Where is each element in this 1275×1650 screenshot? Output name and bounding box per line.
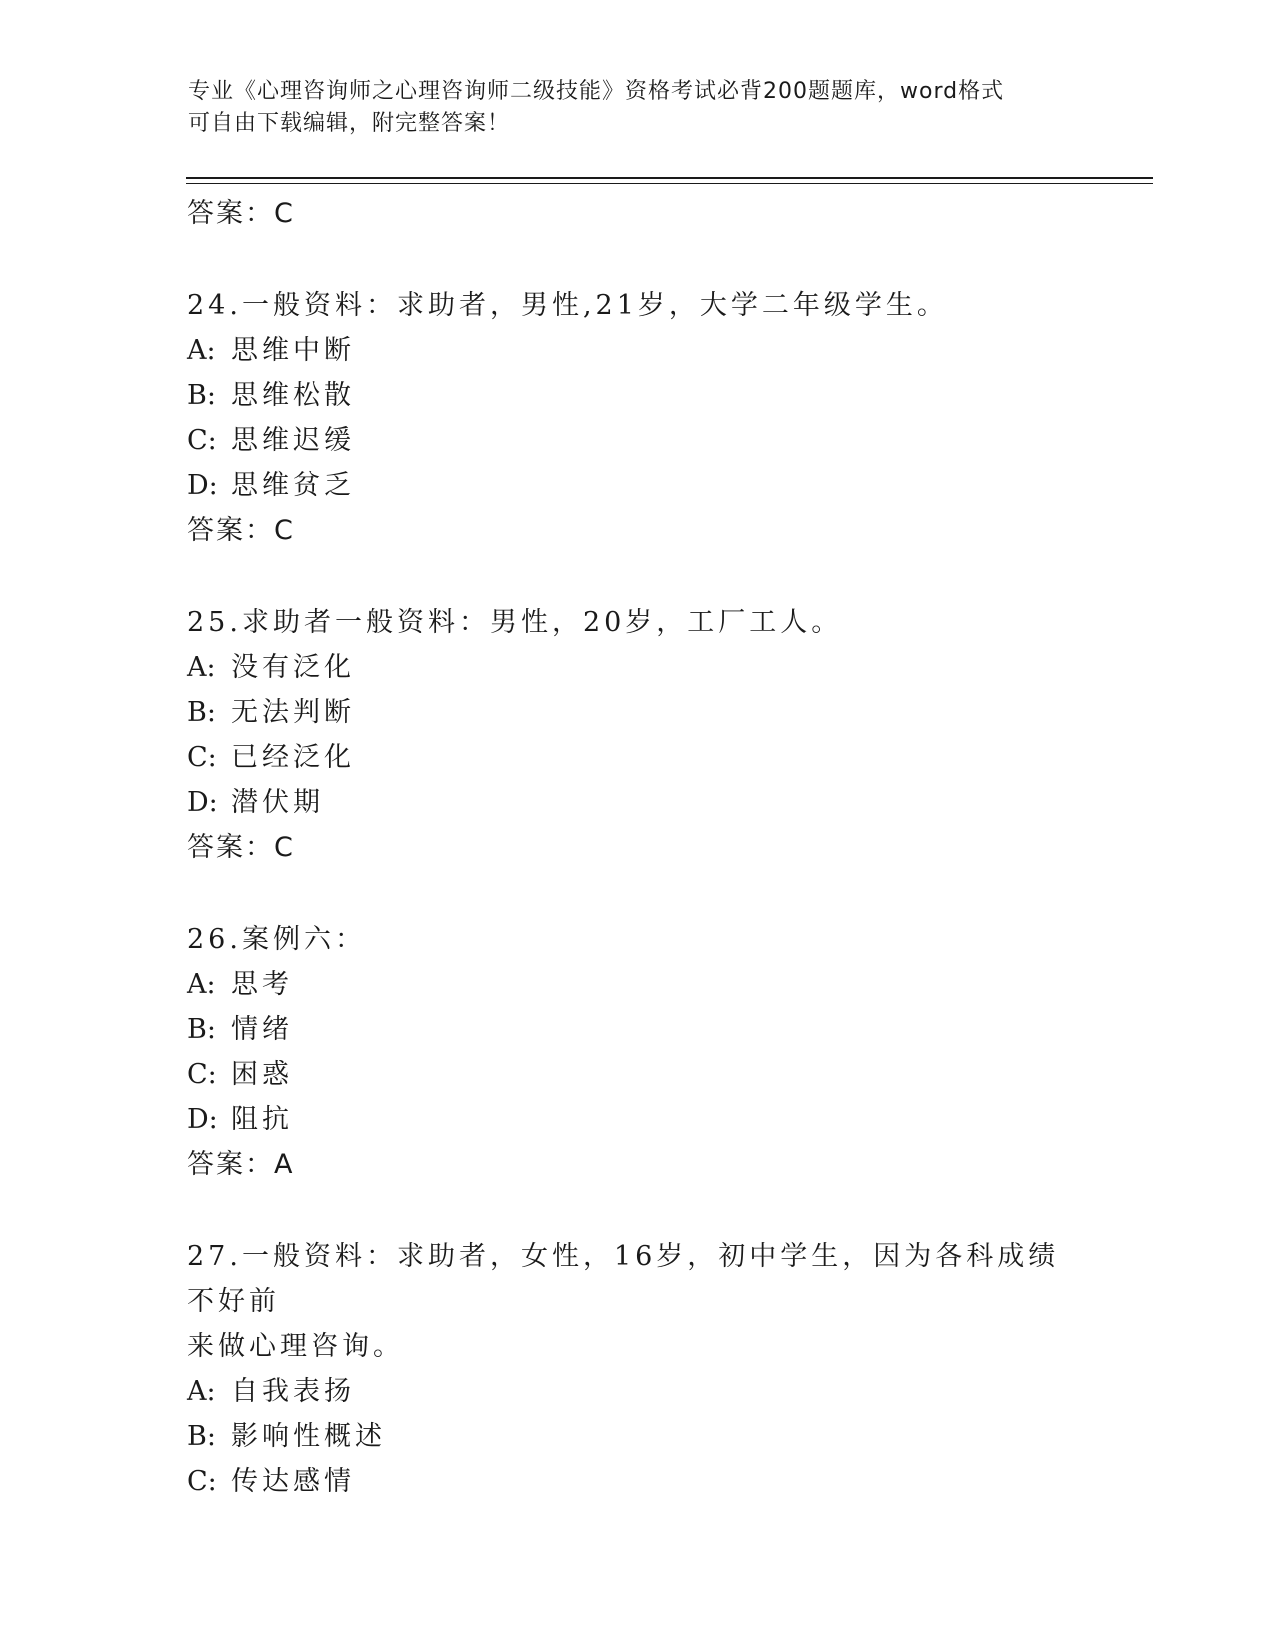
option-letter: A: (187, 969, 216, 1000)
option-a (187, 962, 1087, 1007)
option-b (187, 1007, 1087, 1052)
question-27 (187, 1234, 1087, 1504)
option-c (187, 1052, 1087, 1097)
answer: 答案：C (187, 832, 295, 863)
option-letter: B: (187, 1014, 216, 1045)
option-letter: C: (187, 1466, 217, 1497)
header-divider-thin (186, 183, 1153, 184)
option-a (187, 645, 1087, 690)
option-text: 困惑 (231, 1059, 293, 1090)
option-text: 思维贫乏 (231, 470, 355, 501)
option-letter: D: (187, 1104, 218, 1135)
answer: 答案：C (187, 515, 295, 546)
question-25 (187, 600, 1087, 870)
option-letter: B: (187, 697, 216, 728)
option-d (187, 1097, 1087, 1142)
option-text: 思考 (231, 969, 293, 1000)
option-letter: C: (187, 742, 217, 773)
option-c (187, 418, 1087, 463)
option-a (187, 328, 1087, 373)
question-stem: 24.一般资料：求助者，男性,21岁，大学二年级学生。 (187, 290, 948, 321)
question-stem (187, 1234, 1082, 1369)
answer: 答案：A (187, 1149, 295, 1180)
option-letter: C: (187, 425, 217, 456)
option-b (187, 1414, 1087, 1459)
option-letter: A: (187, 335, 216, 366)
option-b (187, 373, 1087, 418)
option-text: 思维松散 (231, 380, 355, 411)
option-d (187, 780, 1087, 825)
header-line-1: 专业《心理咨询师之心理咨询师二级技能》资格考试必背200题题库，word格式 (188, 79, 1005, 104)
document-header (188, 76, 1088, 140)
option-a (187, 1369, 1087, 1414)
question-stem: 25.求助者一般资料：男性，20岁，工厂工人。 (187, 607, 843, 638)
option-letter: B: (187, 1421, 216, 1452)
option-text: 影响性概述 (231, 1421, 386, 1452)
option-letter: D: (187, 787, 218, 818)
question-stem-line-1: 27.一般资料：求助者，女性，16岁，初中学生，因为各科成绩不好前 (187, 1241, 1060, 1317)
option-text: 阻抗 (231, 1104, 293, 1135)
question-24 (187, 283, 1087, 553)
option-text: 思维迟缓 (231, 425, 355, 456)
option-b (187, 690, 1087, 735)
option-text: 传达感情 (231, 1466, 355, 1497)
option-letter: A: (187, 1376, 216, 1407)
option-c (187, 735, 1087, 780)
question-stem-line-2: 来做心理咨询。 (187, 1331, 404, 1362)
header-line-2: 可自由下载编辑，附完整答案！ (188, 111, 511, 136)
option-text: 自我表扬 (231, 1376, 355, 1407)
option-text: 无法判断 (231, 697, 355, 728)
option-letter: B: (187, 380, 216, 411)
option-text: 已经泛化 (231, 742, 355, 773)
option-text: 潜伏期 (231, 787, 324, 818)
option-text: 没有泛化 (231, 652, 355, 683)
question-stem: 26.案例六： (187, 924, 366, 955)
option-letter: D: (187, 470, 218, 501)
option-letter: C: (187, 1059, 217, 1090)
option-letter: A: (187, 652, 216, 683)
option-text: 情绪 (231, 1014, 293, 1045)
question-list (187, 191, 1087, 1551)
header-divider-thick (186, 177, 1153, 179)
answer-prev-question: 答案：C (187, 198, 295, 229)
option-d (187, 463, 1087, 508)
option-text: 思维中断 (231, 335, 355, 366)
question-26 (187, 917, 1087, 1187)
option-c (187, 1459, 1087, 1504)
